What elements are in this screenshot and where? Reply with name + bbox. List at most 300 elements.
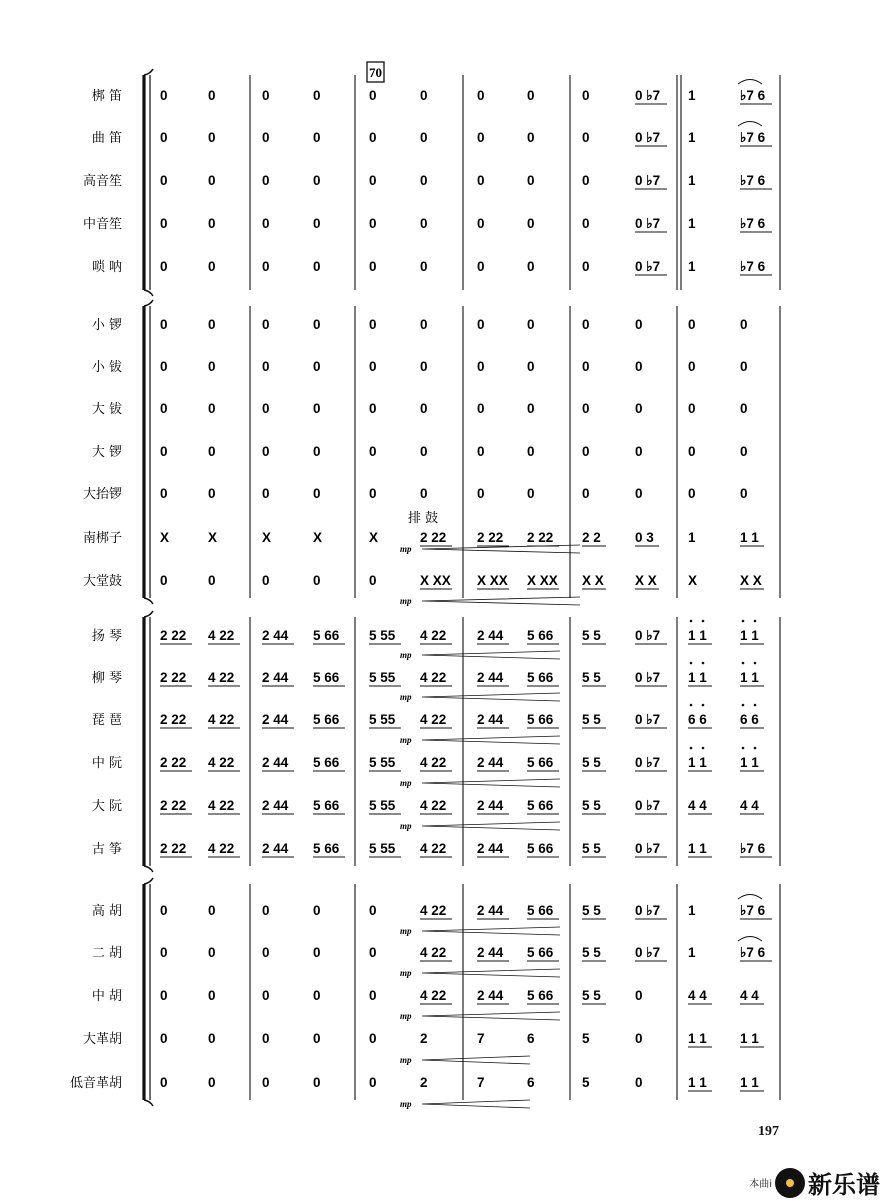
instrument-row xyxy=(83,1031,764,1047)
note-beat: 0 xyxy=(420,359,428,374)
note-beat: X X xyxy=(740,573,762,588)
note-beat: 0 xyxy=(262,945,270,960)
note-beat: 0 xyxy=(262,173,270,188)
octave-dot xyxy=(702,662,705,665)
instrument-row xyxy=(92,712,764,728)
watermark xyxy=(749,1165,880,1200)
note-beat: 5 55 xyxy=(369,628,396,643)
note-beat: 0 xyxy=(160,88,168,103)
octave-dot xyxy=(702,704,705,707)
instrument-name: 大抬锣 xyxy=(82,487,122,502)
instrument-row xyxy=(83,573,764,589)
note-beat: 7 xyxy=(477,1075,485,1090)
dynamic-marking: mp xyxy=(400,968,412,978)
note-beat: 6 xyxy=(527,1031,535,1046)
octave-dot xyxy=(742,620,745,623)
note-beat: 0 ♭7 xyxy=(635,88,661,103)
instrument-name: 二 胡 xyxy=(91,946,122,961)
note-beat: 5 5 xyxy=(582,755,601,770)
note-beat: 0 xyxy=(313,988,321,1003)
note-beat: 0 xyxy=(369,317,377,332)
note-beat: 2 44 xyxy=(262,670,289,685)
note-beat: 0 xyxy=(262,1031,270,1046)
instrument-row xyxy=(92,628,764,644)
note-beat: 5 55 xyxy=(369,798,396,813)
note-beat: 0 xyxy=(477,444,485,459)
note-beat: 0 xyxy=(477,317,485,332)
note-beat: 0 xyxy=(527,216,535,231)
note-beat: 2 44 xyxy=(477,628,504,643)
note-beat: ♭7 6 xyxy=(740,130,766,145)
note-beat: 0 xyxy=(160,903,168,918)
note-beat: 0 xyxy=(582,173,590,188)
dynamic-marking: mp xyxy=(400,692,412,702)
note-beat: 0 xyxy=(208,88,216,103)
note-beat: 5 66 xyxy=(527,712,554,727)
note-beat: 1 xyxy=(688,530,696,545)
record-disc-icon xyxy=(775,1168,805,1198)
note-beat: 0 xyxy=(313,317,321,332)
crescendo-hairpin xyxy=(400,1099,530,1109)
note-beat: 0 ♭7 xyxy=(635,130,661,145)
note-beat: 0 xyxy=(262,573,270,588)
note-beat: X XX xyxy=(477,573,508,588)
note-beat: 0 xyxy=(477,130,485,145)
note-beat: 1 xyxy=(688,903,696,918)
note-beat: 0 xyxy=(369,130,377,145)
note-beat: 2 44 xyxy=(477,903,504,918)
note-beat: 1 1 xyxy=(688,755,707,770)
crescendo-hairpin xyxy=(400,596,580,606)
instrument-name: 大 钹 xyxy=(91,402,122,417)
note-beat: 0 xyxy=(369,401,377,416)
note-beat: 5 66 xyxy=(527,945,554,960)
note-beat: 0 xyxy=(262,444,270,459)
note-beat: 0 xyxy=(420,173,428,188)
note-beat: 4 22 xyxy=(208,670,235,685)
note-beat: 0 xyxy=(369,88,377,103)
note-beat: 1 1 xyxy=(688,841,707,856)
note-beat: X X xyxy=(635,573,657,588)
rehearsal-mark: 70 xyxy=(369,65,382,80)
dynamic-marking: mp xyxy=(400,1011,412,1021)
note-beat: 2 22 xyxy=(160,712,187,727)
note-beat: 5 5 xyxy=(582,670,601,685)
octave-dot xyxy=(742,704,745,707)
note-beat: 5 66 xyxy=(313,755,340,770)
note-beat: ♭7 6 xyxy=(740,903,766,918)
note-beat: 0 xyxy=(208,1075,216,1090)
note-beat: 5 66 xyxy=(527,903,554,918)
note-beat: 0 xyxy=(369,359,377,374)
note-beat: 0 xyxy=(208,401,216,416)
note-beat: X xyxy=(313,530,323,545)
note-beat: 0 xyxy=(208,216,216,231)
instrument-name: 高 胡 xyxy=(91,904,122,919)
note-beat: 0 xyxy=(635,444,643,459)
note-beat: 0 xyxy=(582,130,590,145)
watermark-brand: 新乐谱 xyxy=(808,1171,880,1199)
note-beat: 0 xyxy=(582,444,590,459)
note-beat: 0 xyxy=(740,486,748,501)
drum-label: 排 鼓 xyxy=(408,511,439,526)
note-beat: 1 1 xyxy=(740,1075,759,1090)
note-beat: 0 ♭7 xyxy=(635,670,661,685)
instrument-row xyxy=(92,317,748,333)
note-beat: X XX xyxy=(527,573,558,588)
note-beat: 2 44 xyxy=(262,841,289,856)
note-beat: 1 1 xyxy=(688,628,707,643)
note-beat: 1 1 xyxy=(688,1075,707,1090)
note-beat: 2 22 xyxy=(160,755,187,770)
note-beat: 0 xyxy=(420,444,428,459)
note-beat: 0 xyxy=(688,486,696,501)
octave-dot xyxy=(690,620,693,623)
note-beat: 0 xyxy=(740,401,748,416)
note-beat: 1 1 xyxy=(740,530,759,545)
note-beat: 0 xyxy=(369,903,377,918)
instrument-name: 高音笙 xyxy=(82,174,122,189)
note-beat: 5 66 xyxy=(313,712,340,727)
note-beat: 0 xyxy=(208,259,216,274)
note-beat: 0 xyxy=(477,486,485,501)
note-beat: 0 xyxy=(262,486,270,501)
note-beat: 1 1 xyxy=(688,1031,707,1046)
note-beat: 4 22 xyxy=(208,755,235,770)
note-beat: 0 ♭7 xyxy=(635,841,661,856)
note-beat: 0 xyxy=(420,317,428,332)
note-beat: 6 6 xyxy=(740,712,759,727)
note-beat: 0 xyxy=(160,401,168,416)
instrument-name: 大革胡 xyxy=(82,1032,122,1047)
note-beat: 0 xyxy=(208,903,216,918)
note-beat: 0 xyxy=(160,130,168,145)
note-beat: ♭7 6 xyxy=(740,173,766,188)
note-beat: 0 xyxy=(313,486,321,501)
note-beat: 0 xyxy=(527,130,535,145)
instrument-row xyxy=(83,486,748,502)
note-beat: 0 xyxy=(527,401,535,416)
note-beat: 2 2 xyxy=(582,530,601,545)
note-beat: 0 xyxy=(262,988,270,1003)
crescendo-hairpin xyxy=(400,968,560,978)
note-beat: 0 xyxy=(160,173,168,188)
slur-arc xyxy=(738,895,762,900)
note-beat: 0 xyxy=(740,359,748,374)
octave-dot xyxy=(702,747,705,750)
note-beat: 0 xyxy=(635,359,643,374)
note-beat: 0 xyxy=(208,486,216,501)
note-beat: 5 66 xyxy=(527,841,554,856)
note-beat: 0 xyxy=(527,317,535,332)
instrument-row xyxy=(92,88,772,104)
note-beat: 0 xyxy=(313,216,321,231)
note-beat: 0 xyxy=(582,359,590,374)
instrument-name: 大 阮 xyxy=(91,799,122,814)
note-beat: 5 5 xyxy=(582,903,601,918)
note-beat: 5 5 xyxy=(582,841,601,856)
note-beat: 0 xyxy=(688,401,696,416)
note-beat: 0 xyxy=(369,945,377,960)
note-beat: 0 ♭7 xyxy=(635,755,661,770)
note-beat: 5 5 xyxy=(582,945,601,960)
instrument-row xyxy=(92,130,772,146)
note-beat: 0 xyxy=(313,444,321,459)
note-beat: 5 55 xyxy=(369,841,396,856)
note-beat: 4 22 xyxy=(420,988,447,1003)
note-beat: 0 xyxy=(527,359,535,374)
note-beat: X X xyxy=(582,573,604,588)
note-beat: 2 44 xyxy=(477,841,504,856)
instrument-row xyxy=(92,359,748,375)
note-beat: 0 xyxy=(527,486,535,501)
note-beat: 0 xyxy=(582,216,590,231)
note-beat: 0 xyxy=(369,216,377,231)
note-beat: 0 xyxy=(369,573,377,588)
crescendo-hairpin xyxy=(400,926,560,936)
note-beat: 6 6 xyxy=(688,712,707,727)
instrument-row xyxy=(92,988,764,1004)
note-beat: 0 xyxy=(527,88,535,103)
note-beat: 5 66 xyxy=(313,798,340,813)
note-beat: 2 22 xyxy=(477,530,504,545)
slur-arc xyxy=(738,122,762,127)
group-bracket xyxy=(144,611,153,872)
note-beat: 0 xyxy=(160,1075,168,1090)
note-beat: 0 xyxy=(582,401,590,416)
note-beat: 7 xyxy=(477,1031,485,1046)
note-beat: 0 xyxy=(313,173,321,188)
note-beat: 0 xyxy=(369,1075,377,1090)
octave-dot xyxy=(754,747,757,750)
instrument-name: 唢 呐 xyxy=(91,260,122,275)
note-beat: 0 xyxy=(262,317,270,332)
note-beat: 2 22 xyxy=(160,670,187,685)
note-beat: 0 3 xyxy=(635,530,654,545)
note-beat: 1 xyxy=(688,945,696,960)
note-beat: 0 xyxy=(740,444,748,459)
note-beat: 0 xyxy=(262,216,270,231)
note-beat: 0 xyxy=(635,317,643,332)
note-beat: 0 ♭7 xyxy=(635,712,661,727)
note-beat: ♭7 6 xyxy=(740,259,766,274)
note-beat: 0 xyxy=(688,359,696,374)
note-beat: 1 1 xyxy=(688,670,707,685)
note-beat: 0 xyxy=(420,88,428,103)
dynamic-marking: mp xyxy=(400,926,412,936)
instrument-row xyxy=(92,401,748,417)
note-beat: 4 22 xyxy=(420,755,447,770)
note-beat: 4 22 xyxy=(208,712,235,727)
note-beat: 0 xyxy=(160,988,168,1003)
note-beat: X xyxy=(688,573,698,588)
instrument-row xyxy=(92,841,772,857)
octave-dot xyxy=(742,747,745,750)
note-beat: 0 xyxy=(208,173,216,188)
instrument-row xyxy=(70,1075,764,1091)
instrument-name: 南梆子 xyxy=(82,531,122,546)
slur-arc xyxy=(738,937,762,942)
note-beat: 0 ♭7 xyxy=(635,216,661,231)
note-beat: 0 xyxy=(369,173,377,188)
note-beat: 0 xyxy=(160,216,168,231)
note-beat: 0 xyxy=(688,317,696,332)
octave-dot xyxy=(690,704,693,707)
note-beat: 5 5 xyxy=(582,798,601,813)
note-beat: 0 xyxy=(527,444,535,459)
dynamic-marking: mp xyxy=(400,735,412,745)
note-beat: 0 xyxy=(477,173,485,188)
note-beat: 0 xyxy=(313,88,321,103)
instrument-name: 大堂鼓 xyxy=(82,574,122,589)
note-beat: 0 xyxy=(313,903,321,918)
note-beat: 5 66 xyxy=(527,628,554,643)
note-beat: 1 1 xyxy=(740,628,759,643)
note-beat: 2 22 xyxy=(160,841,187,856)
note-beat: 4 22 xyxy=(208,628,235,643)
note-beat: 1 xyxy=(688,88,696,103)
note-beat: 5 55 xyxy=(369,755,396,770)
note-beat: 0 ♭7 xyxy=(635,945,661,960)
note-beat: 0 xyxy=(369,486,377,501)
note-beat: 4 22 xyxy=(420,841,447,856)
note-beat: 2 22 xyxy=(420,530,447,545)
note-beat: 0 xyxy=(208,359,216,374)
note-beat: 2 44 xyxy=(477,988,504,1003)
note-beat: 4 22 xyxy=(420,945,447,960)
note-beat: 2 44 xyxy=(262,712,289,727)
note-beat: 0 xyxy=(635,988,643,1003)
note-beat: 2 44 xyxy=(477,945,504,960)
note-beat: 0 ♭7 xyxy=(635,259,661,274)
note-beat: 0 xyxy=(477,401,485,416)
dynamic-marking: mp xyxy=(400,1055,412,1065)
note-beat: 5 xyxy=(582,1031,590,1046)
note-beat: 0 xyxy=(582,259,590,274)
dynamic-marking: mp xyxy=(400,821,412,831)
note-beat: 0 xyxy=(477,88,485,103)
note-beat: 0 xyxy=(582,486,590,501)
note-beat: 0 xyxy=(160,945,168,960)
octave-dot xyxy=(690,747,693,750)
note-beat: 0 xyxy=(313,573,321,588)
note-beat: ♭7 6 xyxy=(740,216,766,231)
note-beat: 0 xyxy=(635,1075,643,1090)
note-beat: 0 ♭7 xyxy=(635,173,661,188)
note-beat: 2 44 xyxy=(477,798,504,813)
note-beat: 2 22 xyxy=(160,798,187,813)
note-beat: 0 xyxy=(208,317,216,332)
note-beat: 0 xyxy=(582,88,590,103)
crescendo-hairpin xyxy=(400,778,560,788)
note-beat: 1 xyxy=(688,259,696,274)
watermark-prefix: 本曲i xyxy=(749,1179,772,1190)
note-beat: 0 xyxy=(420,259,428,274)
note-beat: 0 xyxy=(420,486,428,501)
note-beat: X xyxy=(262,530,272,545)
note-beat: 2 xyxy=(420,1075,428,1090)
group-bracket xyxy=(144,300,153,604)
note-beat: 0 xyxy=(369,988,377,1003)
note-beat: 0 xyxy=(262,130,270,145)
note-beat: 0 ♭7 xyxy=(635,798,661,813)
note-beat: 0 xyxy=(369,444,377,459)
note-beat: 4 22 xyxy=(420,903,447,918)
crescendo-hairpin xyxy=(400,692,560,702)
note-beat: 2 44 xyxy=(262,755,289,770)
note-beat: 0 xyxy=(160,359,168,374)
instrument-name: 古 筝 xyxy=(91,842,122,857)
note-beat: 0 xyxy=(527,259,535,274)
note-beat: 0 xyxy=(688,444,696,459)
note-beat: 0 xyxy=(160,573,168,588)
instrument-name: 小 钹 xyxy=(91,360,122,375)
note-beat: 0 xyxy=(313,1031,321,1046)
note-beat: 2 xyxy=(420,1031,428,1046)
instrument-name: 曲 笛 xyxy=(91,131,122,146)
note-beat: 0 xyxy=(635,1031,643,1046)
note-beat: 2 22 xyxy=(527,530,554,545)
instrument-name: 中音笙 xyxy=(82,217,122,232)
note-beat: 1 xyxy=(688,130,696,145)
note-beat: 0 xyxy=(208,1031,216,1046)
crescendo-hairpin xyxy=(400,650,560,660)
note-beat: 5 55 xyxy=(369,670,396,685)
instrument-name: 柳 琴 xyxy=(91,671,122,686)
note-beat: 4 22 xyxy=(420,712,447,727)
note-beat: 0 xyxy=(635,401,643,416)
note-beat: 0 xyxy=(420,401,428,416)
note-beat: 4 4 xyxy=(740,798,759,813)
dynamic-marking: mp xyxy=(400,1099,412,1109)
note-beat: 0 xyxy=(262,1075,270,1090)
note-beat: 6 xyxy=(527,1075,535,1090)
note-beat: 0 xyxy=(262,903,270,918)
instrument-name: 扬 琴 xyxy=(91,629,122,644)
note-beat: ♭7 6 xyxy=(740,945,766,960)
dynamic-marking: mp xyxy=(400,778,412,788)
note-beat: 0 xyxy=(477,259,485,274)
note-beat: 0 xyxy=(160,444,168,459)
note-beat: 1 1 xyxy=(740,670,759,685)
note-beat: 5 5 xyxy=(582,712,601,727)
note-beat: 0 xyxy=(420,216,428,231)
note-beat: 0 xyxy=(262,88,270,103)
note-beat: 0 xyxy=(740,317,748,332)
note-beat: ♭7 6 xyxy=(740,88,766,103)
note-beat: 4 22 xyxy=(420,670,447,685)
octave-dot xyxy=(690,662,693,665)
octave-dot xyxy=(754,620,757,623)
note-beat: 5 66 xyxy=(527,755,554,770)
note-beat: 4 4 xyxy=(688,988,707,1003)
note-beat: 0 xyxy=(262,401,270,416)
note-beat: 0 xyxy=(313,401,321,416)
note-beat: 0 xyxy=(582,317,590,332)
crescendo-hairpin xyxy=(400,735,560,745)
note-beat: 0 xyxy=(477,359,485,374)
instrument-row xyxy=(92,755,764,771)
instrument-name: 中 阮 xyxy=(91,756,122,771)
instrument-name: 梆 笛 xyxy=(91,89,122,104)
note-beat: 4 4 xyxy=(688,798,707,813)
instrument-row xyxy=(83,530,764,546)
note-beat: 2 44 xyxy=(477,670,504,685)
crescendo-hairpin xyxy=(400,1011,560,1021)
note-beat: 0 xyxy=(635,486,643,501)
note-beat: 1 xyxy=(688,173,696,188)
instrument-name: 琵 琶 xyxy=(91,713,122,728)
